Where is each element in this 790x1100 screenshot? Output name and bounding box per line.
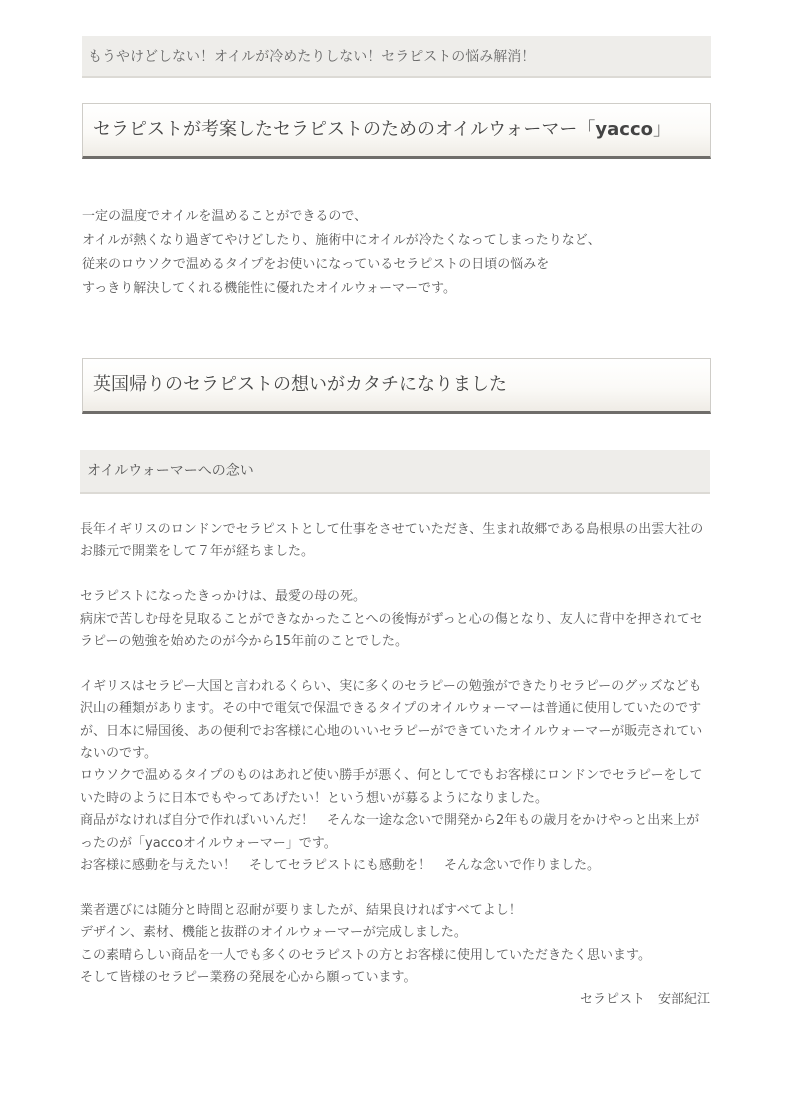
intro-text bbox=[82, 205, 711, 301]
story-paragraph: デザイン、素材、機能と抜群のオイルウォーマーが完成しました。 bbox=[80, 925, 467, 941]
story-paragraph: イギリスはセラピー大国と言われるくらい、実に多くのセラピーの勉強ができたりセラピーのグッズなども沢山の種類があります。その中で電気で保温できるタイプのオイルウォーマーは普通に使用していたのですが、日本に帰国後、あの便利でお客様に心地のいいセラピーができていたオイルウォーマーが販売されていないのです。 bbox=[80, 678, 703, 762]
paragraph-gap bbox=[80, 877, 712, 899]
tagline-banner: もうやけどしない！オイルが冷めたりしない！セラピストの悩み解消！ bbox=[82, 36, 711, 78]
story-paragraph: 病床で苦しむ母を見取ることができなかったことへの後悔がずっと心の傷となり、友人に背中を押されてセラピーの勉強を始めたのが今から15年前のことでした。 bbox=[80, 611, 703, 650]
subheading-oil-warmer-wish: オイルウォーマーへの念い bbox=[80, 450, 710, 494]
story-paragraph: ロウソクで温めるタイプのものはあれど使い勝手が悪く、何としてでもお客様にロンドンでセラピーをしていた時のように日本でもやってあげたい！という想いが募るようになりました。 bbox=[80, 768, 703, 806]
story-paragraph: 業者選びには随分と時間と忍耐が要りましたが、結果良ければすべてよし！ bbox=[80, 902, 522, 918]
heading-suffix: 」 bbox=[652, 119, 671, 140]
story-paragraph: お客様に感動を与えたい！ そしてセラピストにも感動を！ そんな念いで作りました。 bbox=[80, 858, 601, 874]
story-text bbox=[80, 519, 712, 1012]
story-paragraph: そして皆様のセラピー業務の発展を心から願っています。 bbox=[80, 970, 417, 986]
paragraph-gap bbox=[80, 653, 712, 675]
heading-prefix: セラピストが考案したセラピストのためのオイルウォーマー「 bbox=[93, 119, 596, 140]
story-paragraph: この素晴らしい商品を一人でも多くのセラピストの方とお客様に使用していただきたく思います。 bbox=[80, 947, 651, 963]
story-paragraph: 商品がなければ自分で作ればいいんだ！ そんな一途な念いで開発から2年もの歳月をかけやっと出来上がったのが「yaccoオイルウォーマー」です。 bbox=[80, 813, 700, 851]
section-heading-yacco bbox=[82, 103, 711, 159]
intro-line: 一定の温度でオイルを温めることができるので、 bbox=[82, 209, 368, 224]
intro-line: 従来のロウソクで温めるタイプをお使いになっているセラピストの日頃の悩みを bbox=[82, 257, 550, 272]
heading-brand: yacco bbox=[595, 119, 653, 140]
story-paragraph: 長年イギリスのロンドンでセラピストとして仕事をさせていただき、生まれ故郷である島根県の出雲大社のお膝元で開業をして７年が経ちました。 bbox=[80, 522, 704, 560]
story-paragraph: セラピストになったきっかけは、最愛の母の死。 bbox=[80, 589, 367, 605]
intro-line: すっきり解決してくれる機能性に優れたオイルウォーマーです。 bbox=[82, 281, 457, 296]
content-column bbox=[82, 36, 711, 1012]
paragraph-gap bbox=[80, 564, 712, 586]
intro-line: オイルが熱くなり過ぎてやけどしたり、施術中にオイルが冷たくなってしまったりなど、 bbox=[82, 233, 601, 248]
author-signature: セラピスト 安部紀江 bbox=[579, 992, 710, 1008]
section-heading-uk-therapist: 英国帰りのセラピストの想いがカタチになりました bbox=[82, 358, 711, 414]
